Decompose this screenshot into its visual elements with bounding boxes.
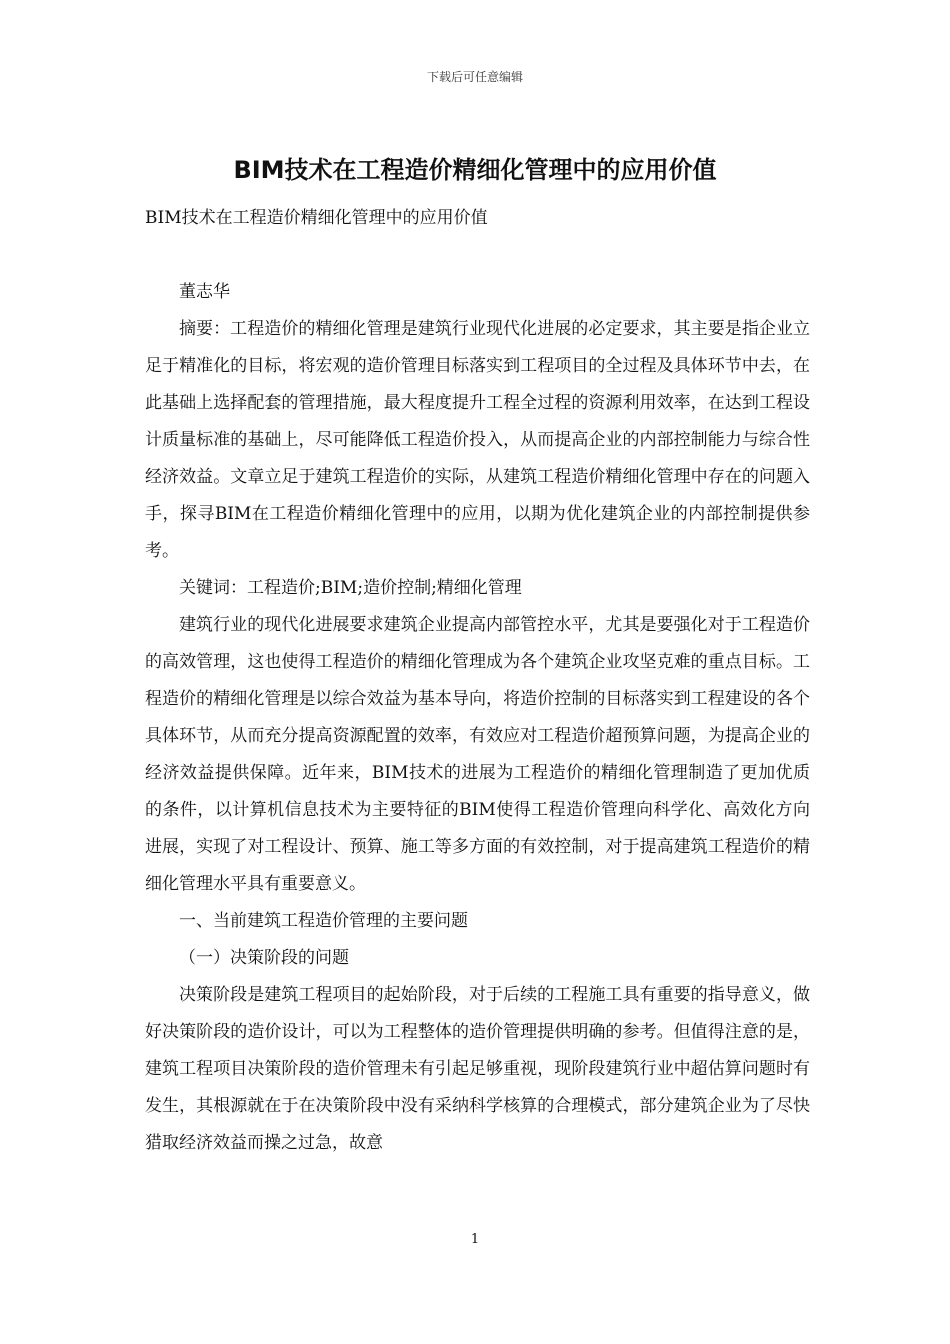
keywords: 关键词：工程造价;BIM;造价控制;精细化管理	[179, 578, 522, 598]
abstract-paragraph: 摘要：工程造价的精细化管理是建筑行业现代化进展的必定要求，其主要是指企业立足于精准化的目标，将宏观的造价管理目标落实到工程项目的全过程及具体环节中去，在此基础上选择配套的管理措施，最大程度提升工程全过程的资源利用效率，在达到工程设计质量标准的基础上，尽可能降低工程造价投入，从而提高企业的内部控制能力与综合性经济效益。文章立足于建筑工程造价的实际，从建筑工程造价精细化管理中存在的问题入手，探寻BIM在工程造价精细化管理中的应用，以期为优化建筑企业的内部控制提供参考。	[145, 319, 810, 561]
spacer	[145, 237, 810, 274]
document-title: BIM技术在工程造价精细化管理中的应用价值	[233, 156, 717, 184]
decision-paragraph: 决策阶段是建筑工程项目的起始阶段，对于后续的工程施工具有重要的指导意义，做好决策阶段的造价设计，可以为工程整体的造价管理提供明确的参考。但值得注意的是，建筑工程项目决策阶段的造价管理未有引起足够重视，现阶段建筑行业中超估算问题时有发生，其根源就在于在决策阶段中没有采纳科学核算的合理模式，部分建筑企业为了尽快猎取经济效益而操之过急，故意	[145, 985, 810, 1153]
page-number: 1	[470, 1232, 480, 1247]
intro-paragraph: 建筑行业的现代化进展要求建筑企业提高内部管控水平，尤其是要强化对于工程造价的高效管理，这也使得工程造价的精细化管理成为各个建筑企业攻坚克难的重点目标。工程造价的精细化管理是以综合效益为基本导向，将造价控制的目标落实到工程建设的各个具体环节，从而充分提高资源配置的效率，有效应对工程造价超预算问题，为提高企业的经济效益提供保障。近年来，BIM技术的进展为工程造价的精细化管理制造了更加优质的条件，以计算机信息技术为主要特征的BIM使得工程造价管理向科学化、高效化方向进展，实现了对工程设计、预算、施工等多方面的有效控制，对于提高建筑工程造价的精细化管理水平具有重要意义。	[145, 615, 810, 894]
subtitle: BIM技术在工程造价精细化管理中的应用价值	[145, 208, 488, 228]
subsection-heading: （一）决策阶段的问题	[179, 948, 349, 968]
author: 董志华	[179, 282, 230, 302]
section-heading: 一、当前建筑工程造价管理的主要问题	[179, 911, 468, 931]
document-body	[145, 200, 810, 1162]
header-note: 下载后可任意编辑	[426, 70, 523, 84]
